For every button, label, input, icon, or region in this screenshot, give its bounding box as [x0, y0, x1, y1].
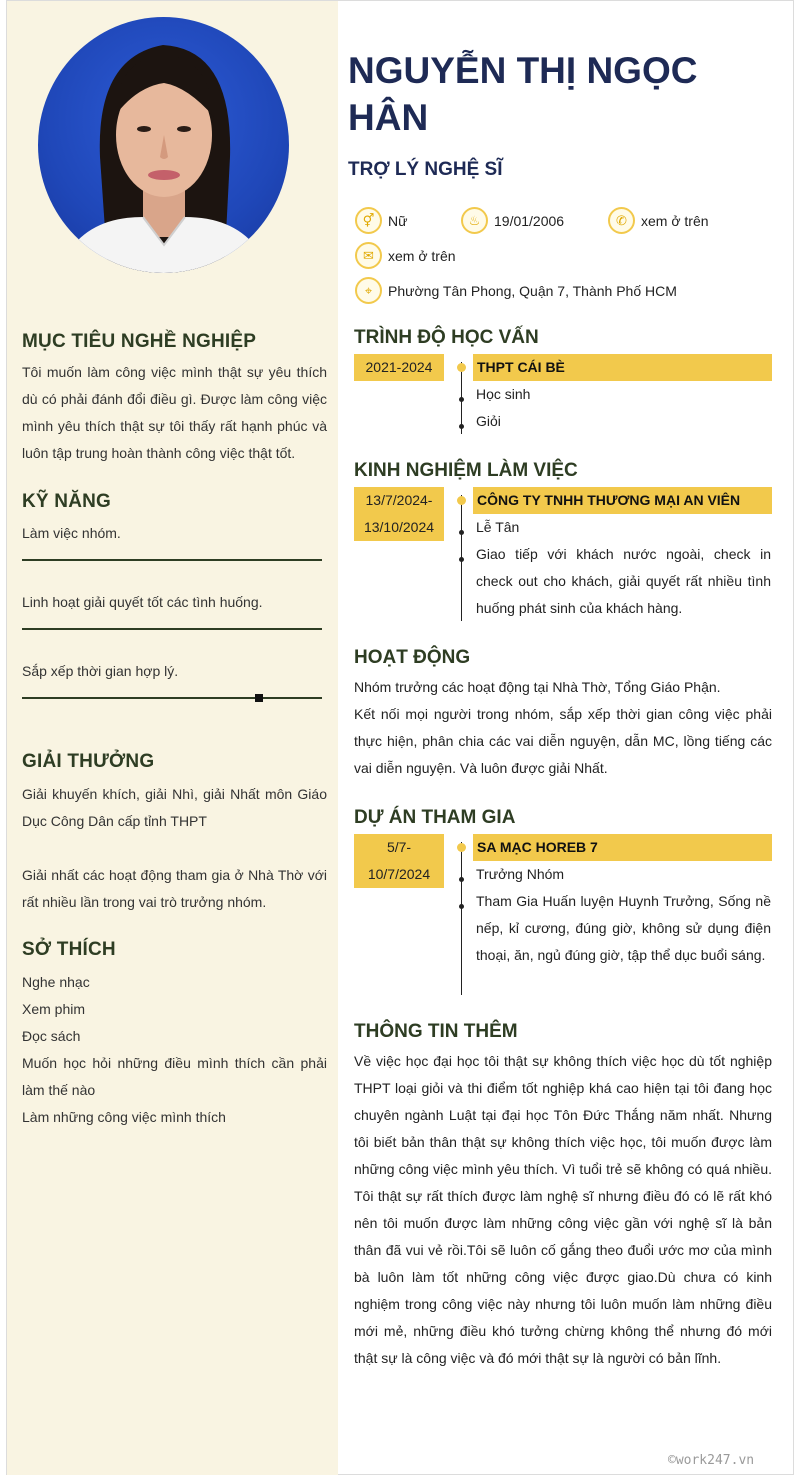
award-item: Giải nhất các hoạt động tham gia ở Nhà Thờ với rất nhiều lần trong vai trò trưởng nhóm. [22, 867, 327, 910]
hobbies-heading: SỞ THÍCH [22, 939, 116, 960]
award-item: Giải khuyến khích, giải Nhì, giải Nhất môn Giáo Dục Công Dân cấp tỉnh THPT [22, 786, 327, 829]
birthday-value: 19/01/2006 [494, 212, 565, 229]
birthday-info [461, 207, 564, 234]
education-date: 2021-2024 [354, 354, 444, 381]
education-detail: Học sinh [476, 386, 531, 402]
cv-page [6, 0, 794, 1475]
project-date [354, 834, 444, 888]
skills-heading: KỸ NĂNG [22, 491, 112, 512]
gender-icon: ⚥ [355, 207, 382, 234]
hobby-item: Làm những công việc mình thích [22, 1109, 226, 1125]
birthday-cake-icon: ♨ [461, 207, 488, 234]
bullet-dot [459, 904, 464, 909]
phone-info [608, 207, 709, 234]
skill-bar [22, 559, 322, 561]
email-icon: ✉ [355, 242, 382, 269]
experience-heading: KINH NGHIỆM LÀM VIỆC [354, 460, 578, 481]
project-date-end: 10/7/2024 [367, 866, 431, 882]
bullet-dot [459, 397, 464, 402]
extra-heading: THÔNG TIN THÊM [354, 1021, 518, 1042]
timeline-dot [457, 496, 466, 505]
timeline-dot [457, 363, 466, 372]
gender-info [355, 207, 407, 234]
skill-item [22, 594, 322, 610]
portrait-photo [38, 17, 289, 273]
experience-date [354, 487, 444, 541]
address-value: Phường Tân Phong, Quận 7, Thành Phố HCM [388, 282, 677, 299]
phone-value: xem ở trên [641, 212, 709, 229]
experience-detail: Lễ Tân [476, 519, 520, 535]
skill-item [22, 525, 322, 541]
objective-heading: MỤC TIÊU NGHỀ NGHIỆP [22, 331, 257, 352]
hobby-item: Muốn học hỏi những điều mình thích cần phải làm thế nào [22, 1055, 327, 1098]
bullet-dot [459, 424, 464, 429]
hobby-item: Nghe nhạc [22, 974, 90, 990]
objective-text: Tôi muốn làm công việc mình thật sự yêu thích dù có phải đánh đổi điều gì. Được làm công việc mình yêu thích thật sự tôi thấy rất hạnh phúc và luôn tập trung hoàn thành công việc thật tốt. [22, 364, 327, 461]
skill-name: Sắp xếp thời gian hợp lý. [22, 663, 179, 679]
gender-value: Nữ [388, 212, 408, 229]
activities-line: Nhóm trưởng các hoạt động tại Nhà Thờ, Tổng Giáo Phận. [354, 679, 721, 695]
phone-icon: ✆ [608, 207, 635, 234]
watermark: ©work247.vn [668, 1453, 755, 1468]
bullet-dot [459, 557, 464, 562]
skill-bar [22, 628, 322, 630]
project-detail: Tham Gia Huấn luyện Huynh Trưởng, Sống nề nếp, kỉ cương, đúng giờ, không sử dụng điện thoại, ăn, ngủ đúng giờ, tập thể dục buổi sáng. [476, 893, 771, 963]
candidate-name: NGUYỄN THỊ NGỌC HÂN [348, 50, 698, 138]
activities-line: Kết nối mọi người trong nhóm, sắp xếp thời gian công việc phải thực hiện, phân chia các vai diễn nguyện, dẫn MC, lồng tiếng các vai diễn nguyện. Và luôn được giải Nhất. [354, 706, 772, 776]
experience-date-end: 13/10/2024 [363, 519, 435, 535]
education-school: THPT CÁI BÈ [473, 354, 772, 381]
timeline-line [461, 842, 462, 995]
email-value: xem ở trên [388, 247, 456, 264]
skill-level-marker [255, 694, 263, 702]
skill-bar [22, 697, 322, 699]
hobby-item: Đọc sách [22, 1028, 81, 1044]
skill-item [22, 663, 322, 679]
projects-heading: DỰ ÁN THAM GIA [354, 807, 516, 828]
experience-detail: Giao tiếp với khách nước ngoài, check in check out cho khách, giải quyết rất nhiều tình huống phát sinh của khách hàng. [476, 546, 771, 616]
activities-heading: HOẠT ĐỘNG [354, 647, 471, 668]
extra-text: Về việc học đại học tôi thật sự không thích việc học dù tốt nghiệp THPT loại giỏi và thi điểm tốt nghiệp khá cao hiện tại tôi đang học chuyên ngành Luật tại đại học Tôn Đức Thắng năm nhất. Nhưng tôi biết bản thân thật sự không thích việc học, tôi muốn được làm những công việc mình yêu thích. Vì tuổi trẻ sẽ không có quá nhiều. Tôi thật sự rất thích được làm nghệ sĩ nhưng điều đó có lẽ rất khó nên tôi muốn được làm những công việc gần với nghệ sĩ là bản thân đã vui vẻ rồi.Tôi sẽ luôn cố gắng theo đuổi ước mơ của mình bà luôn làm tốt những công việc được giao.Dù chưa có kinh nghiệm trong công việc này nhưng tôi luôn muốn làm những điều mới mẻ, những điều khó tưởng chừng không thể nhưng đó mới thật sự là công việc và đó mới thật sự là người có bản lĩnh. [354, 1053, 772, 1366]
avatar [38, 17, 289, 273]
project-detail: Trưởng Nhóm [476, 866, 565, 882]
address-info [355, 277, 677, 304]
experience-date-start: 13/7/2024- [365, 492, 433, 508]
skill-name: Làm việc nhóm. [22, 525, 121, 541]
skill-name: Linh hoạt giải quyết tốt các tình huống. [22, 594, 263, 610]
experience-company: CÔNG TY TNHH THƯƠNG MẠI AN VIÊN [473, 487, 772, 514]
bullet-dot [459, 877, 464, 882]
education-detail: Giỏi [476, 413, 501, 429]
project-date-start: 5/7- [386, 839, 412, 855]
bullet-dot [459, 530, 464, 535]
email-info [355, 242, 456, 269]
map-pin-icon: ⌖ [355, 277, 382, 304]
job-title: TRỢ LÝ NGHỆ SĨ [348, 159, 503, 180]
project-name: SA MẠC HOREB 7 [473, 834, 772, 861]
timeline-dot [457, 843, 466, 852]
hobby-item: Xem phim [22, 1001, 86, 1017]
education-heading: TRÌNH ĐỘ HỌC VẤN [354, 327, 539, 348]
awards-heading: GIẢI THƯỞNG [22, 751, 155, 772]
sidebar [7, 1, 338, 1475]
